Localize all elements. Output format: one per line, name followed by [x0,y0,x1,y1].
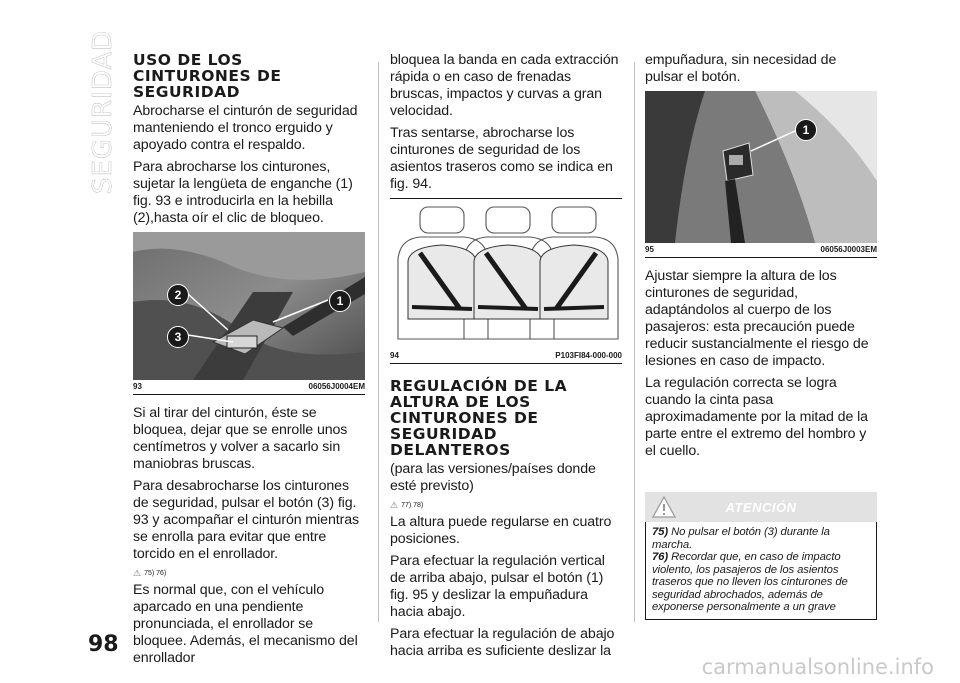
figure-number: 95 [645,245,654,254]
paragraph: La regulación correcta se logra cuando la cinta pasa aproximadamente por la mitad de la parte entre el extremo del hombro y el cuello. [645,375,868,459]
paragraph: Para desabrocharse los cinturones de seguridad, pulsar el botón (3) fig. 93 y acompañar el cinturón mientras se enrolla para evitar que entre torcido en el enrollador. [133,478,359,562]
paragraph: Tras sentarse, abrocharse los cinturones de seguridad de los asientos traseros como se indica en fig. 94. [390,125,613,192]
warning-triangle-icon: ⚠ [133,568,142,578]
callout-3: 3 [167,326,189,348]
figure-code: P103FI84-000-000 [555,351,622,360]
figure-93 [133,232,365,395]
paragraph: empuñadura, sin necesidad de pulsar el botón. [645,52,837,85]
rear-seats-illustration [390,199,622,349]
paragraph: Para efectuar la regulación de abajo hacia arriba es suficiente deslizar la [390,626,615,659]
warning-title: ATENCIÓN [725,499,797,515]
belt-height-adjuster-photo [645,91,877,243]
heading-uso-cinturones: USO DE LOS CINTURONES DE SEGURIDAD [133,51,282,101]
warning-item: 75) No pulsar el botón (3) durante la marcha. [652,526,830,551]
paragraph: bloquea la banda en cada extracción rápida o en caso de frenadas bruscas, impactos y curvas a gran velocidad. [390,52,619,119]
watermark: carmanualsonline.info [701,655,934,679]
paragraph: Si al tirar del cinturón, éste se bloquea, dejar que se enrolle unos centímetros y volver a sacarlo sin maniobras bruscas. [133,405,348,472]
warning-references: ⚠ 75) 76) [133,568,167,578]
callout-1: 1 [795,119,817,141]
warning-item: 76) Recordar que, en caso de impacto violento, los pasajeros de los asientos traseros que no lleven los cinturones de seguridad abrochados, además de exponerse personalmente a un grave [652,551,848,613]
paragraph: La altura puede regularse en cuatro posiciones. [390,514,612,547]
warning-triangle-icon [651,495,677,519]
seatbelt-buckle-photo [133,232,365,380]
figure-code: 06056J0003EM [820,245,877,254]
column-divider [634,62,635,622]
figure-number: 94 [390,351,399,360]
paragraph: Abrocharse el cinturón de seguridad manteniendo el tronco erguido y apoyado contra el respaldo. [133,103,358,153]
figure-number: 93 [133,382,142,391]
warning-references: ⚠ 77) 78) [390,500,424,510]
paragraph: Ajustar siempre la altura de los cinturones de seguridad, adaptándolos al cuerpo de los pasajeros: esta precaución puede reducir sustancialmente el riesgo de lesiones en caso de impacto. [645,268,869,369]
figure-code: 06056J0004EM [308,382,365,391]
warning-body [645,522,877,620]
paragraph: Es normal que, con el vehículo aparcado en una pendiente pronunciada, el enrollador se bloquee. Además, el mecanismo del enrollador [133,582,358,666]
page-number: 98 [88,632,119,657]
section-side-title: SEGURIDAD [88,29,118,194]
column-divider [378,62,379,622]
callout-2: 2 [167,284,189,306]
paragraph: Para abrocharse los cinturones, sujetar la lengüeta de enganche (1) fig. 93 e introducirla en la hebilla (2),hasta oír el clic de bloqueo. [133,159,353,226]
callout-1: 1 [329,290,351,312]
column-2 [390,52,622,665]
column-1 [133,52,365,672]
paragraph: Para efectuar la regulación vertical de arriba abajo, pulsar el botón (1) fig. 95 y deslizar la empuñadura hacia abajo. [390,553,605,620]
warning-triangle-icon: ⚠ [390,500,399,510]
figure-95 [645,91,877,258]
figure-94 [390,198,622,364]
warning-header [645,492,877,522]
paragraph: (para las versiones/países donde esté previsto) [390,461,596,494]
heading-regulacion-altura: REGULACIÓN DE LA ALTURA DE LOS CINTURONES DE SEGURIDAD DELANTEROS [390,377,568,459]
column-3 [645,52,877,620]
warning-box [645,492,877,620]
